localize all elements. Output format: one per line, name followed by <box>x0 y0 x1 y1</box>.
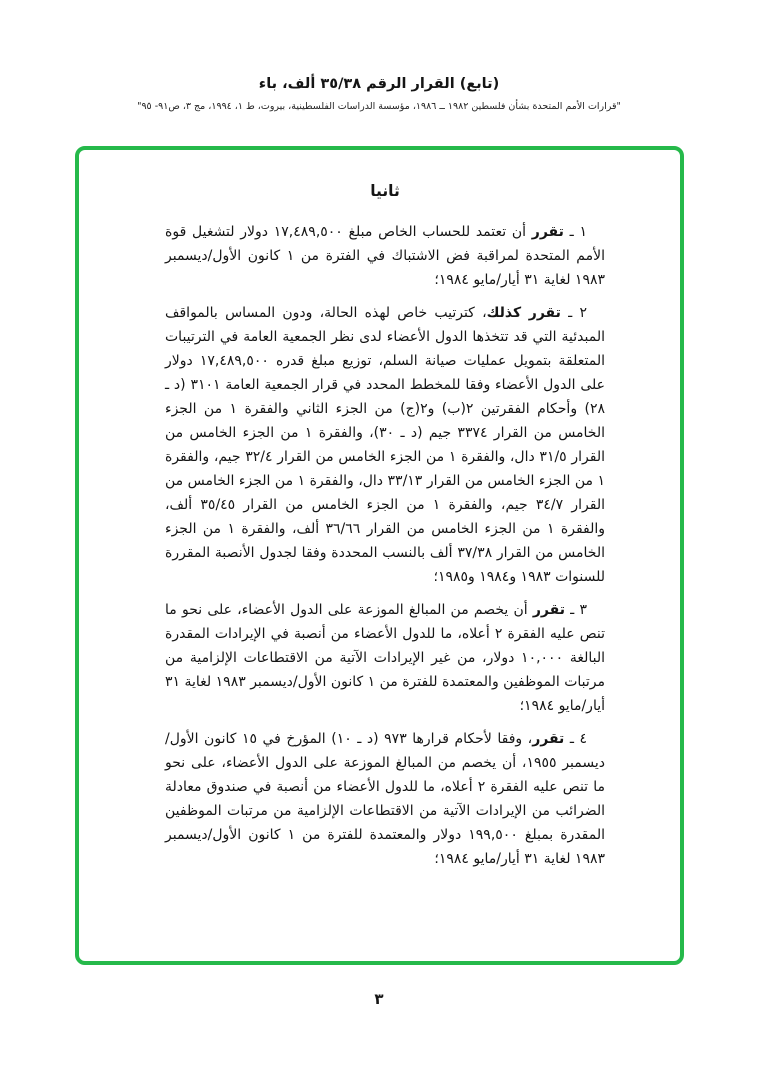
content-body <box>79 150 680 961</box>
document-title: (تابع) القرار الرقم ٣٥/٣٨ ألف، باء <box>258 76 500 92</box>
page-number: ٣ <box>374 990 384 1008</box>
content-box <box>75 146 684 965</box>
paragraph-marker: ٤ ـ <box>564 731 588 747</box>
paragraph-text: ، كترتيب خاص لهذه الحالة، ودون المساس بالمواقف المبدئية التي قد تتخذها الدول الأعضاء لدى نظر الجمعية العامة في الترتيبات المتعلقة بتمويل عمليات صيانة السلم، توزيع مبلغ قدره ١٧,٤٨٩,٥٠٠ دولار على الدول الأعضاء وفقا للمخطط المحدد في قرار الجمعية العامة ٣١٠١ (د ـ ٢٨) وأحكام الفقرتين ٢(ب) و٢(ج) من الجزء الثاني والفقرة ١ من الجزء الخامس من القرار ٣٣٧٤ جيم (د ـ ٣٠)، والفقرة ١ من الجزء الخامس من القرار ٣١/٥ دال، والفقرة ١ من الجزء الخامس من القرار ٣٢/٤ جيم، والفقرة ١ من الجزء الخامس من القرار ٣٣/١٣ دال، والفقرة ١ من الجزء الخامس من القرار ٣٤/٧ جيم، والفقرة ١ من الجزء الخامس من القرار ٣٥/٤٥ ألف، والفقرة ١ من الجزء الخامس من القرار ٣٦/٦٦ ألف، والفقرة ١ من الجزء الخامس من القرار ٣٧/٣٨ ألف بالنسب المحددة وفقا لجدول الأنصبة المقررة للسنوات ١٩٨٣ و١٩٨٤ و١٩٨٥؛ <box>165 305 606 585</box>
paragraph-lead: تقرر <box>531 224 564 240</box>
paragraph-marker: ٢ ـ <box>560 305 588 321</box>
paragraph-lead: تقرر كذلك <box>486 305 561 321</box>
paragraph-text: أن يخصم من المبالغ الموزعة على الدول الأعضاء، على نحو ما تنص عليه الفقرة ٢ أعلاه، ما للدول الأعضاء من أنصبة في الإيرادات المقدرة البالغة ١٠,٠٠٠ دولار، من غير الإيرادات الآتية من الاقتطاعات الإلزامية من مرتبات الموظفين والمعتمدة للفترة من ١ كانون الأول/ديسمبر ١٩٨٣ لغاية ٣١ أيار/مايو ١٩٨٤؛ <box>165 602 606 714</box>
paragraph-marker: ٣ ـ <box>564 602 587 618</box>
paragraph-lead: تقرر <box>532 731 565 747</box>
document-source-citation: "قرارات الأمم المتحدة بشأن فلسطين ١٩٨٢ ــ ١٩٨٦، مؤسسة الدراسات الفلسطينية، بيروت، ط ١، ١٩٩٤، مج ٣، ص٩١- ٩٥" <box>137 101 621 112</box>
resolution-paragraph-4 <box>165 727 605 871</box>
resolution-paragraph-1 <box>165 220 605 292</box>
document-header <box>0 76 758 112</box>
resolution-paragraph-2 <box>165 301 605 589</box>
paragraph-text: ، وفقا لأحكام قرارها ٩٧٣ (د ـ ١٠) المؤرخ في ١٥ كانون الأول/ديسمبر ١٩٥٥، أن يخصم من المبالغ الموزعة على الدول الأعضاء، على نحو ما تنص عليه الفقرة ٢ أعلاه، ما للدول الأعضاء من أنصبة في صندوق معادلة الضرائب من الإيرادات الآتية من الاقتطاعات الإلزامية من مرتبات الموظفين المقدرة بمبلغ ١٩٩,٥٠٠ دولار والمعتمدة للفترة من ١ كانون الأول/ديسمبر ١٩٨٣ لغاية ٣١ أيار/مايو ١٩٨٤؛ <box>165 731 605 867</box>
section-heading: ثانيا <box>370 182 400 200</box>
resolution-paragraph-3 <box>165 598 605 718</box>
paragraph-lead: تقرر <box>532 602 565 618</box>
paragraph-text: أن تعتمد للحساب الخاص مبلغ ١٧,٤٨٩,٥٠٠ دولار لتشغيل قوة الأمم المتحدة لمراقبة فض الاشتباك في الفترة من ١ كانون الأول/ديسمبر ١٩٨٣ لغاية ٣١ أيار/مايو ١٩٨٤؛ <box>165 224 605 288</box>
paragraph-marker: ١ ـ <box>563 224 587 240</box>
